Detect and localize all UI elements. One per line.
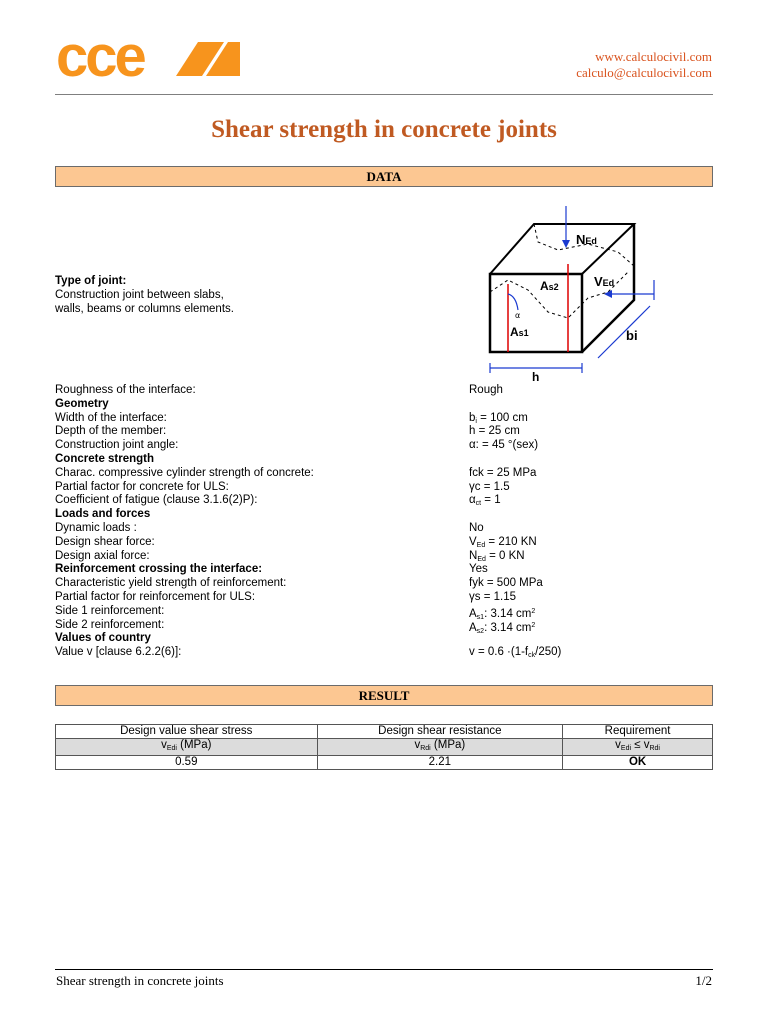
- footer-title: Shear strength in concrete joints: [56, 973, 224, 988]
- svg-text:As2: As2: [540, 279, 559, 293]
- joint-type-heading: Type of joint:: [55, 275, 127, 287]
- result-values-row: [56, 756, 713, 770]
- section-loads: Loads and forces: [55, 508, 151, 521]
- param-row-depth: Depth of the member: h = 25 cm: [55, 425, 520, 438]
- joint-type-line1: Construction joint between slabs,: [55, 289, 224, 301]
- logo-text: cce: [56, 32, 144, 84]
- contact-info: [576, 49, 712, 81]
- result-header-row: [56, 725, 713, 739]
- page-title: Shear strength in concrete joints: [211, 116, 557, 143]
- result-section-header: RESULT: [55, 685, 713, 706]
- value-vedi: 0.59: [56, 756, 318, 770]
- joint-type-line2: walls, beams or columns elements.: [55, 303, 234, 315]
- svg-text:As1: As1: [510, 325, 529, 339]
- svg-text:α: α: [515, 311, 521, 320]
- data-section-header: DATA: [55, 166, 713, 187]
- page-number: 1/2: [695, 973, 712, 988]
- param-row-ned: Design axial force: $N_{Ed} = 0$ KN: [55, 549, 525, 563]
- cce-logo: [56, 32, 242, 84]
- email-link[interactable]: calculo@calculocivil.com: [576, 65, 712, 80]
- param-row-reinforcement: Reinforcement crossing the interface: Yes: [55, 563, 488, 576]
- unit-vrdi: $v_{Rdi}$ (MPa): [317, 739, 563, 756]
- param-row-ved: Design shear force: $V_{Ed} = 210$ KN: [55, 535, 537, 549]
- joint-type-block: [55, 274, 234, 316]
- section-country: Values of country: [55, 632, 151, 645]
- param-row-as2: Side 2 reinforcement: $A_{s2}$: 3.14 $cm^2$: [55, 618, 536, 635]
- param-row-gc: Partial factor for concrete for ULS: γc = 1.5: [55, 480, 510, 493]
- header-shear-stress: Design value shear stress: [56, 725, 318, 739]
- result-units-row: [56, 739, 713, 756]
- footer-divider: [55, 969, 713, 970]
- header-requirement: Requirement: [563, 725, 713, 739]
- value-requirement-status: OK: [563, 756, 713, 770]
- svg-text:h: h: [532, 370, 540, 382]
- website-link[interactable]: www.calculocivil.com: [595, 49, 712, 64]
- param-row-dynamic: Dynamic loads : No: [55, 521, 484, 534]
- param-row-width: Width of the interface: $b_i = 100$ cm: [55, 411, 528, 425]
- param-row-angle: Construction joint angle: α: = 45 °(sex): [55, 439, 539, 452]
- param-row-fck: Charac. compressive cylinder strength of concrete: fck = 25 MPa: [55, 466, 537, 479]
- joint-diagram: [478, 200, 678, 382]
- svg-text:VEd: VEd: [594, 274, 615, 289]
- svg-text:NEd: NEd: [576, 232, 597, 247]
- header-divider: [55, 94, 713, 95]
- param-row-fyk: Characteristic yield strength of reinforcement: fyk = 500 MPa: [55, 577, 543, 590]
- param-row-fatigue: Coefficient of fatigue (clause 3.1.6(2)P): $\alpha_{ct} = 1$: [55, 494, 501, 508]
- header-shear-resistance: Design shear resistance: [317, 725, 563, 739]
- param-row-roughness: Roughness of the interface: Rough: [55, 384, 503, 396]
- parameters-list: [55, 384, 655, 660]
- section-geometry: Geometry: [55, 397, 109, 410]
- param-row-v: Value v [clause 6.2.2(6)]: $v = 0.6 \cdot(1-f_{ck}/250)$: [55, 646, 562, 660]
- section-concrete: Concrete strength: [55, 452, 155, 465]
- bi-dimension: [598, 306, 650, 358]
- param-row-gs: Partial factor for reinforcement for ULS: γs = 1.15: [55, 590, 516, 603]
- param-row-as1: Side 1 reinforcement: $A_{s1}$: 3.14 $cm^2$: [55, 604, 536, 621]
- svg-text:bi: bi: [626, 328, 638, 343]
- value-vrdi: 2.21: [317, 756, 563, 770]
- unit-requirement: $v_{Edi} \le v_{Rdi}$: [563, 739, 713, 756]
- result-table: [55, 724, 713, 770]
- unit-vedi: $v_{Edi}$ (MPa): [56, 739, 318, 756]
